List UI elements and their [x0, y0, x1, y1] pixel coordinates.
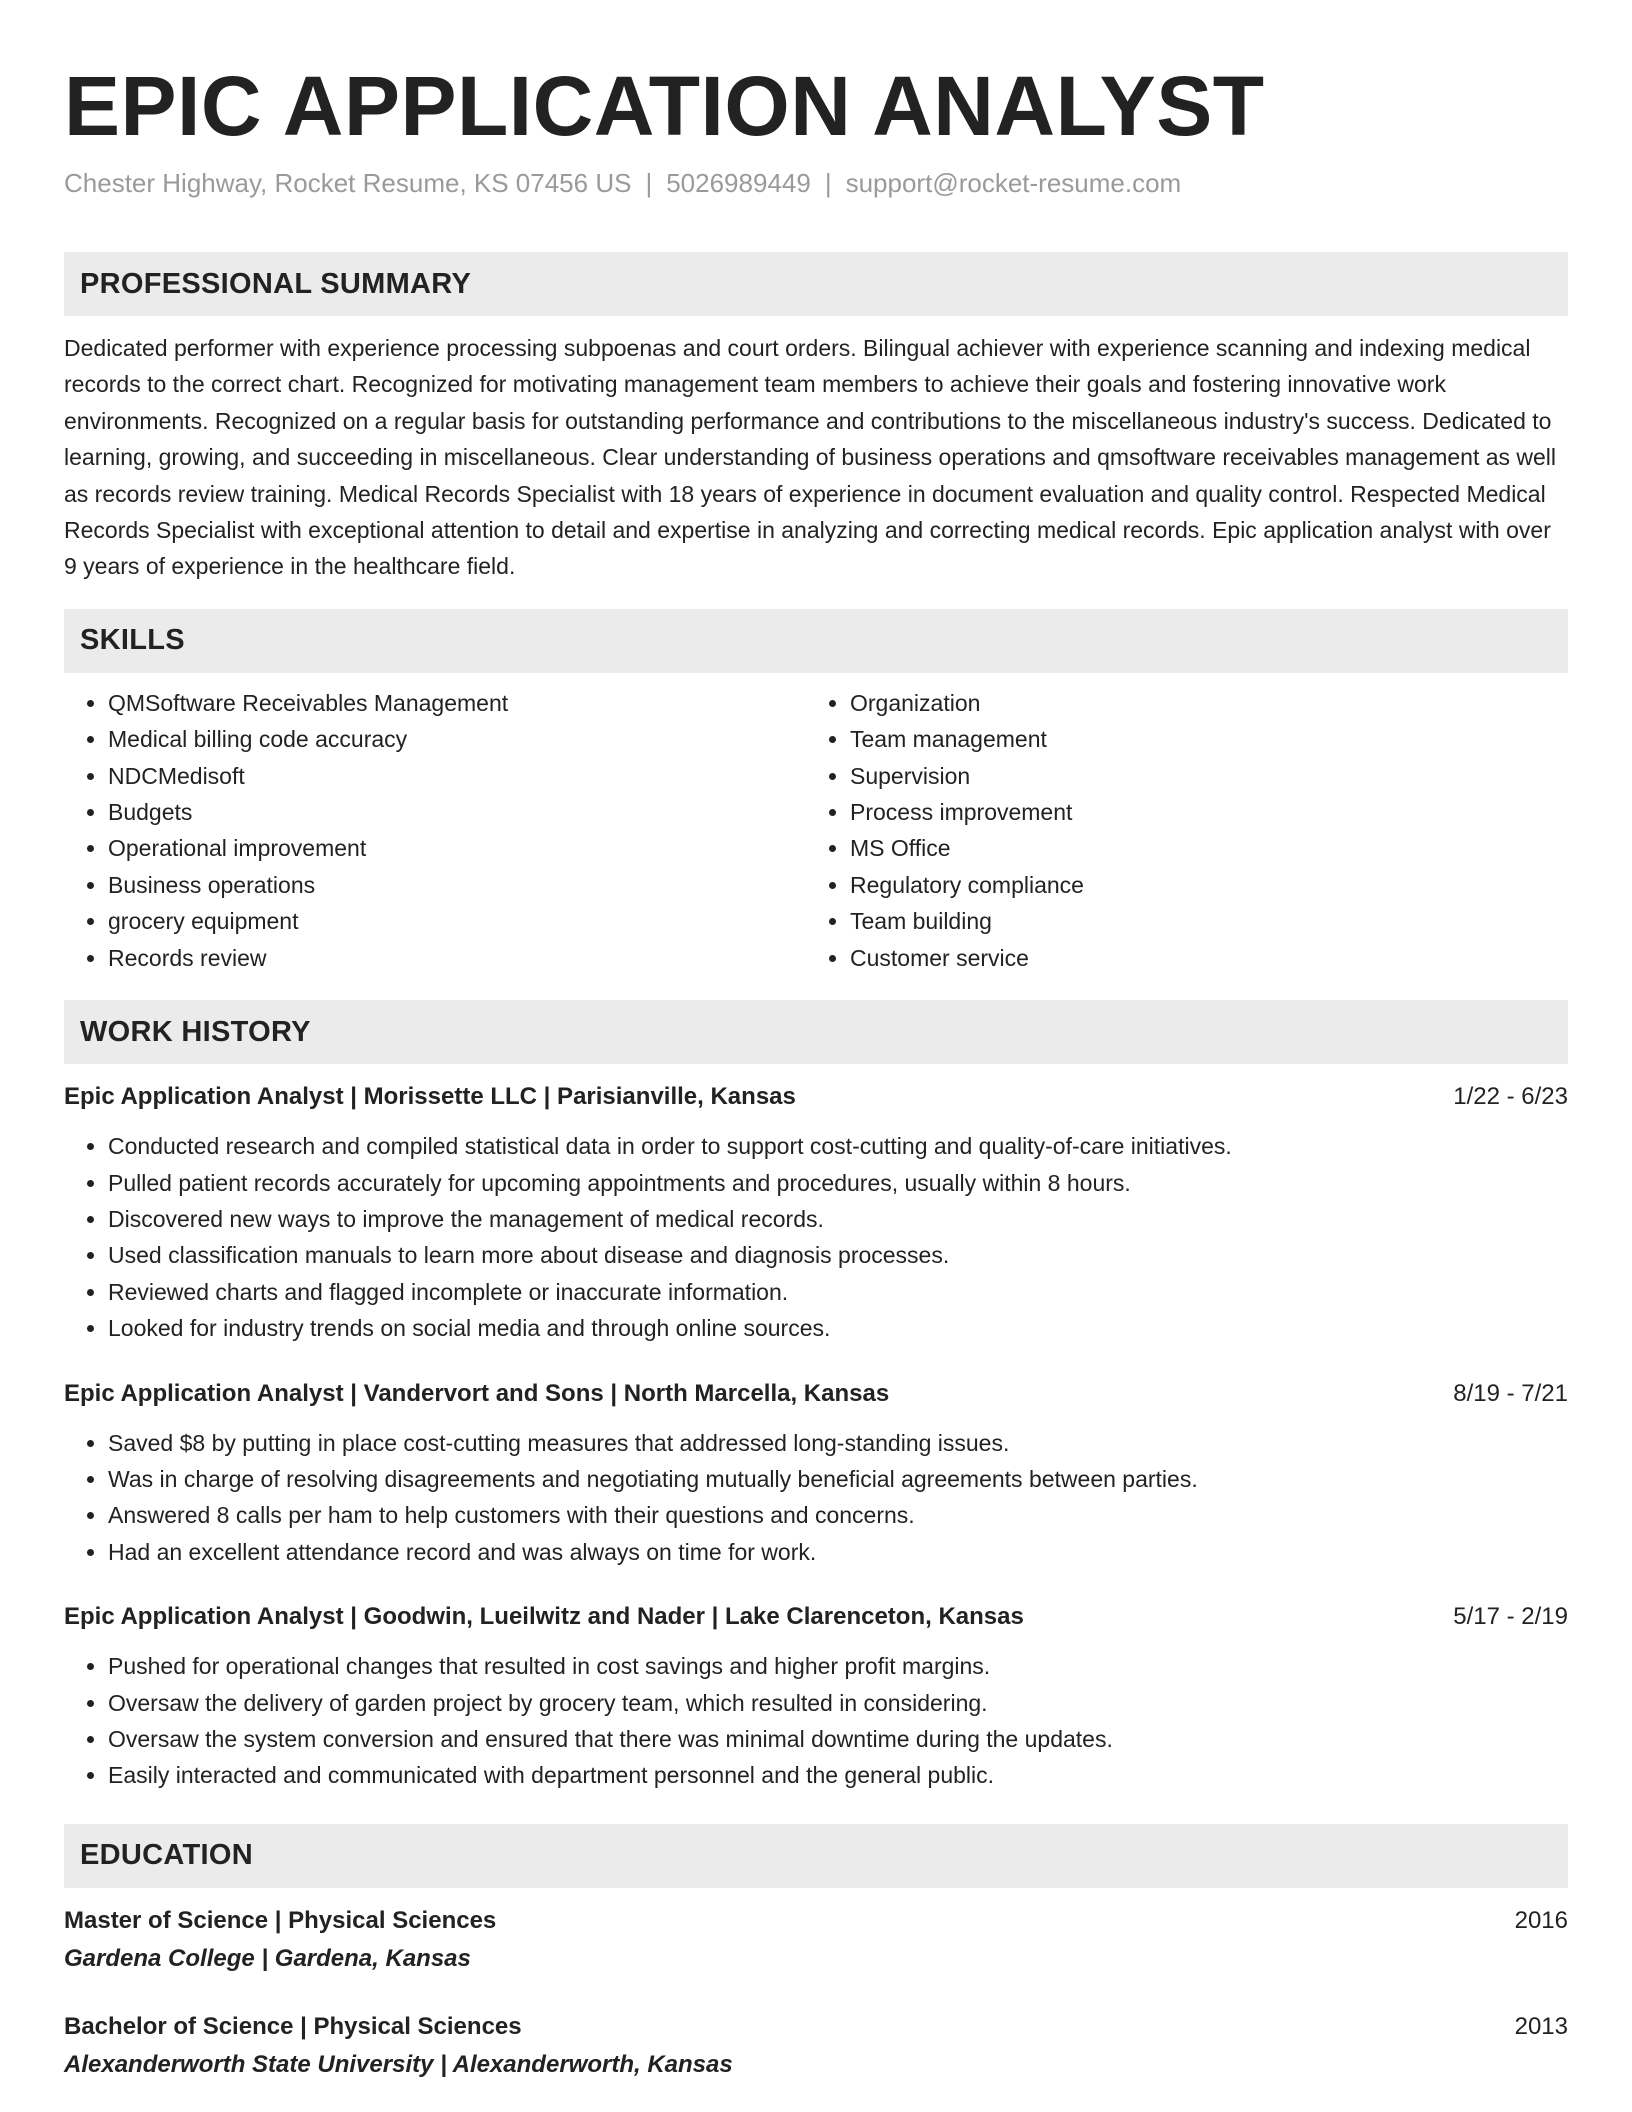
skills-column-left	[64, 685, 806, 976]
resume-title: EPIC APPLICATION ANALYST	[64, 59, 1265, 153]
job-bullets	[64, 1128, 1568, 1346]
contact-address: Chester Highway, Rocket Resume, KS 07456 US	[64, 168, 632, 198]
job-bullet: • Easily interacted and communicated with department personnel and the general public.	[108, 1757, 1568, 1793]
section-heading-work-history: WORK HISTORY	[64, 1000, 1568, 1064]
contact-separator: |	[645, 168, 653, 198]
education-header	[64, 2010, 1568, 2044]
skill-item: • Regulatory compliance	[850, 867, 1548, 903]
job-dates: 5/17 - 2/19	[1453, 1603, 1568, 1631]
skill-item: • NDCMedisoft	[108, 758, 806, 794]
contact-line	[64, 166, 1568, 200]
job-title: Epic Application Analyst | Vandervort and Sons | North Marcella, Kansas	[64, 1379, 890, 1407]
job-bullet: • Used classification manuals to learn more about disease and diagnosis processes.	[108, 1237, 1568, 1273]
job-bullet: • Was in charge of resolving disagreements and negotiating mutually beneficial agreements between parties.	[108, 1461, 1568, 1497]
skill-item: • Supervision	[850, 758, 1548, 794]
education-school: Alexanderworth State University | Alexanderworth, Kansas	[64, 2050, 733, 2078]
education-school: Gardena College | Gardena, Kansas	[64, 1944, 471, 1972]
job-bullet: • Had an excellent attendance record and was always on time for work.	[108, 1534, 1568, 1570]
section-heading-skills: SKILLS	[64, 609, 1568, 673]
skill-item: • MS Office	[850, 830, 1548, 866]
job-bullets	[64, 1648, 1568, 1794]
job-entry	[64, 1080, 1568, 1346]
summary-text: Dedicated performer with experience processing subpoenas and court orders. Bilingual achiever with experience scanning and indexing medical records to the correct chart. Recognized for motivating management team members to achieve their goals and fostering innovative work environments. Recognized on a regular basis for outstanding performance and contributions to the miscellaneous industry's success. Dedicated to learning, growing, and succeeding in miscellaneous. Clear understanding of business operations and qmsoftware receivables management as well as records review training. Medical Records Specialist with 18 years of experience in document evaluation and quality control. Respected Medical Records Specialist with exceptional attention to detail and expertise in analyzing and correcting medical records. Epic application analyst with over 9 years of experience in the healthcare field.	[64, 335, 1557, 580]
skills-column-right	[806, 685, 1548, 976]
skill-item: • Operational improvement	[108, 830, 806, 866]
job-entry	[64, 1377, 1568, 1571]
job-bullet: • Pushed for operational changes that resulted in cost savings and higher profit margins.	[108, 1648, 1568, 1684]
job-title: Epic Application Analyst | Goodwin, Lueilwitz and Nader | Lake Clarenceton, Kansas	[64, 1603, 1024, 1631]
education-year: 2016	[1514, 1906, 1568, 1934]
skill-item: • Records review	[108, 940, 806, 976]
job-header	[64, 1600, 1568, 1634]
skill-item: • Organization	[850, 685, 1548, 721]
job-bullet: • Saved $8 by putting in place cost-cutting measures that addressed long-standing issues.	[108, 1425, 1568, 1461]
skill-item: • Business operations	[108, 867, 806, 903]
skill-item: • Budgets	[108, 794, 806, 830]
job-header	[64, 1080, 1568, 1114]
education-header	[64, 1904, 1568, 1938]
skill-item: • Team building	[850, 903, 1548, 939]
skill-item: • Customer service	[850, 940, 1548, 976]
skill-item: • Team management	[850, 721, 1548, 757]
skill-item: • Medical billing code accuracy	[108, 721, 806, 757]
contact-separator: |	[824, 168, 832, 198]
job-bullets	[64, 1425, 1568, 1571]
education-year: 2013	[1514, 2012, 1568, 2040]
section-heading-education: EDUCATION	[64, 1824, 1568, 1888]
skills-list	[64, 685, 1568, 976]
education-entry	[64, 2010, 1568, 2082]
job-title: Epic Application Analyst | Morissette LLC | Parisianville, Kansas	[64, 1083, 796, 1111]
skill-item: • QMSoftware Receivables Management	[108, 685, 806, 721]
job-bullet: • Oversaw the delivery of garden project by grocery team, which resulted in considering.	[108, 1685, 1568, 1721]
job-bullet: • Oversaw the system conversion and ensured that there was minimal downtime during the updates.	[108, 1721, 1568, 1757]
skill-item: • grocery equipment	[108, 903, 806, 939]
job-bullet: • Answered 8 calls per ham to help customers with their questions and concerns.	[108, 1497, 1568, 1533]
job-bullet: • Discovered new ways to improve the management of medical records.	[108, 1201, 1568, 1237]
section-heading-summary: PROFESSIONAL SUMMARY	[64, 252, 1568, 316]
job-bullet: • Conducted research and compiled statistical data in order to support cost-cutting and quality-of-care initiatives.	[108, 1128, 1568, 1164]
job-bullet: • Reviewed charts and flagged incomplete or inaccurate information.	[108, 1274, 1568, 1310]
job-bullet: • Pulled patient records accurately for upcoming appointments and procedures, usually within 8 hours.	[108, 1165, 1568, 1201]
job-dates: 8/19 - 7/21	[1453, 1379, 1568, 1407]
contact-phone: 5026989449	[666, 168, 811, 198]
education-entry	[64, 1904, 1568, 1976]
job-dates: 1/22 - 6/23	[1453, 1083, 1568, 1111]
education-degree: Master of Science | Physical Sciences	[64, 1906, 497, 1934]
job-bullet: • Looked for industry trends on social media and through online sources.	[108, 1310, 1568, 1346]
education-degree: Bachelor of Science | Physical Sciences	[64, 2012, 522, 2040]
job-entry	[64, 1600, 1568, 1794]
job-header	[64, 1377, 1568, 1411]
contact-email[interactable]: support@rocket-resume.com	[845, 168, 1182, 198]
resume-content	[64, 0, 1568, 2082]
skill-item: • Process improvement	[850, 794, 1548, 830]
